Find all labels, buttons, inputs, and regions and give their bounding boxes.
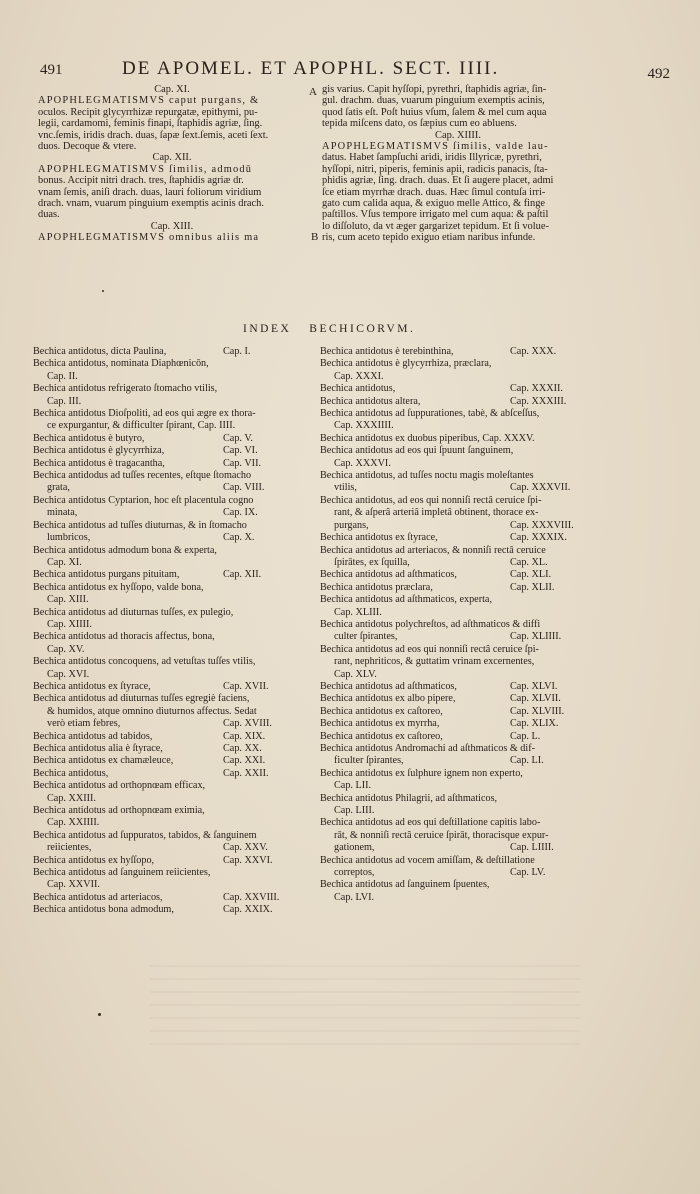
index-entry-text: Bechica antidotus ad thoracis affectus, bona,: [33, 631, 215, 643]
recipe-line: drach. vnam, vuarum pinguium exemptis acinis drach.: [38, 198, 264, 210]
index-entry-text: Bechica antidotus ad ſuppurationes, tabè, & abſceſſus,: [320, 408, 540, 420]
index-entry-text: Cap. XI.: [47, 556, 82, 568]
index-entry: [320, 532, 592, 544]
index-chapter-ref: Cap. XLVII.: [510, 693, 561, 705]
index-entry-text: gationem,: [334, 842, 375, 854]
index-entry: [33, 718, 305, 730]
index-entry-text: Bechica antidotus è tragacantha,: [33, 457, 165, 469]
recipe-line: oculos. Recipit glycyrrhizæ repurgatæ, epithymi, pu-: [38, 106, 258, 118]
index-entry-text: Bechica antidotus ad arteriacos,: [33, 891, 163, 903]
index-entry: [320, 495, 592, 507]
index-entry-text: lumbricos,: [47, 532, 91, 544]
page-number-left: 491: [40, 62, 63, 78]
index-entry: [33, 644, 305, 656]
index-entry: [33, 904, 305, 916]
recipe-line: gis varius. Capit hyſſopi, pyrethri, ſtaphidis agriæ, ſin-: [322, 84, 547, 95]
index-chapter-ref: Cap. VI.: [223, 445, 258, 457]
index-entry: [320, 693, 592, 705]
index-entry-text: Cap. LIII.: [334, 805, 375, 817]
show-through-text: [150, 965, 580, 1045]
index-entry: [33, 396, 305, 408]
index-entry-text: culter ſpirantes,: [334, 631, 398, 643]
index-chapter-ref: Cap. XII.: [223, 569, 262, 581]
index-entry-text: Bechica antidotus,: [320, 383, 396, 395]
index-entry: [33, 805, 305, 817]
index-entry: [320, 681, 592, 693]
index-entry: [320, 768, 592, 780]
index-entry-text: verò etiam febres,: [47, 718, 121, 730]
index-entry-text: Bechica antidotus altera,: [320, 395, 421, 407]
recipe-line: tepida miſcens dato, os ſæpius cum eo abluens.: [322, 118, 517, 130]
index-entry: [320, 731, 592, 743]
index-chapter-ref: Cap. XXV.: [223, 842, 268, 854]
index-entry: [33, 631, 305, 643]
index-chapter-ref: Cap. XLVI.: [510, 680, 558, 692]
index-entry: [320, 817, 592, 829]
index-entry-text: Bechica antidotus alia è ſtyrace,: [33, 743, 163, 754]
index-entry-text: Bechica antidotus, dicta Paulina,: [33, 346, 167, 357]
index-chapter-ref: Cap. XXXII.: [510, 383, 563, 395]
index-entry-text: Bechica antidotus Dioſpoliti, ad eos qui ægre ex thora-: [33, 408, 256, 420]
index-entry: [33, 681, 305, 693]
index-entry: [33, 569, 305, 581]
index-entry-text: Bechica antidotus Andromachi ad aſthmaticos & dif-: [320, 743, 536, 754]
index-entry-text: Bechica antidotus bona admodum,: [33, 904, 174, 916]
index-chapter-ref: Cap. XXXIII.: [510, 395, 567, 407]
index-entry: [33, 731, 305, 743]
index-chapter-ref: Cap. XLI.: [510, 569, 552, 581]
index-entry: [33, 371, 305, 383]
index-entry-text: Bechica antidotus è glycyrrhiza,: [33, 445, 165, 457]
recipe-column-left: [38, 84, 306, 244]
index-entry-text: Bechica antidotus ad ſanguinem reiicientes,: [33, 867, 211, 879]
index-entry: [33, 458, 305, 470]
index-entry-text: Bechica antidotus, ad eos qui nonniſi rectâ ceruice ſpi-: [320, 494, 542, 506]
index-column-right: [320, 346, 592, 904]
index-entry-text: Cap. XXXI.: [334, 370, 384, 382]
index-entry-text: rant, & aſperâ arteriâ impletâ obtinent, thorace ex-: [334, 507, 539, 519]
recipe-line: Cap. XIIII.: [435, 129, 481, 141]
index-heading-word1: INDEX: [243, 323, 292, 335]
recipe-line: Cap. XIII.: [150, 220, 194, 232]
index-entry-text: Bechica antidotus ex ſtyrace,: [33, 680, 151, 692]
recipe-line: APOPHLEGMATISMVS caput purgans, &: [38, 95, 260, 107]
index-chapter-ref: Cap. XLIX.: [510, 718, 559, 730]
index-entry: [33, 706, 305, 718]
index-entry-text: Bechica antidotus ad eos qui ſpuunt ſanguinem,: [320, 445, 514, 457]
index-chapter-ref: Cap. LIIII.: [510, 842, 554, 854]
index-entry: [33, 557, 305, 569]
index-entry: [33, 507, 305, 519]
index-entry-text: Bechica antidotus ad aſthmaticos,: [320, 680, 457, 692]
index-entry-text: Bechica antidotus ad aſthmaticos,: [320, 569, 457, 581]
recipe-line: phidis agriæ, ſing. drach. duas. Et ſi augere placet, admi: [322, 175, 554, 187]
recipe-line: paſtillos. Vſus tempore irrigato mel cum aqua: & paſtil: [322, 209, 549, 221]
index-entry: [320, 780, 592, 792]
index-entry: [320, 545, 592, 557]
index-entry-text: Cap. XLIII.: [334, 606, 382, 618]
index-chapter-ref: Cap. XL.: [510, 556, 548, 568]
index-entry-text: Cap. III.: [47, 395, 82, 407]
index-entry: [33, 445, 305, 457]
index-entry: [320, 482, 592, 494]
index-entry-text: Bechica antidotus ex hyſſopo,: [33, 854, 155, 866]
index-heading: [243, 323, 415, 335]
index-entry: [320, 470, 592, 482]
recipe-column-right: [322, 84, 594, 244]
index-entry: [320, 755, 592, 767]
index-entry: [320, 644, 592, 656]
recipe-line: APOPHLEGMATISMVS ſimilis, admodū: [38, 163, 253, 175]
index-entry: [33, 879, 305, 891]
index-entry-text: Cap. XXIIII.: [47, 817, 100, 829]
recipe-line: duas.: [38, 209, 60, 221]
index-entry-text: Bechica antidotus ad vocem amiſſam, & deſtillatione: [320, 854, 535, 866]
running-title: DE APOMEL. ET APOPHL. SECT. IIII.: [122, 58, 500, 79]
index-entry-text: Bechica antidotus ad diuturnas tuſſes, ex pulegio,: [33, 606, 234, 618]
index-entry-text: Bechica antidodus ad tuſſes recentes, eſtque ſtomacho: [33, 470, 252, 482]
index-entry: [320, 706, 592, 718]
index-entry-text: Bechica antidotus, nominata Diaphœnicōn,: [33, 358, 209, 370]
recipe-line: APOPHLEGMATISMVS omnibus aliis ma: [38, 232, 260, 244]
index-entry-text: grata,: [47, 482, 70, 494]
index-entry-text: Bechica antidotus concoquens, ad vetuſtas tuſſes vtilis,: [33, 656, 256, 668]
index-entry: [33, 408, 305, 420]
index-entry: [320, 793, 592, 805]
recipe-line: datus. Habet ſampſuchi aridi, iridis Illyricæ, pyrethri,: [322, 152, 542, 164]
index-chapter-ref: Cap. XXXVII.: [510, 482, 571, 494]
index-entry: [33, 607, 305, 619]
index-entry-text: rant, nephriticos, & guttatim vrinam excernentes,: [334, 656, 535, 668]
index-entry-text: Bechica antidotus ad diuturnas tuſſes egregiè faciens,: [33, 693, 250, 705]
index-entry-text: Bechica antidotus ad ſuppuratos, tabidos, & ſanguinem: [33, 829, 257, 841]
recipe-line: vnc.ſemis, iridis drach. duas, ſapæ ſext.ſemis, aceti ſext.: [38, 129, 269, 141]
index-entry: [320, 358, 592, 370]
index-entry: [33, 470, 305, 482]
index-chapter-ref: Cap. XVII.: [223, 680, 269, 692]
index-entry: [33, 545, 305, 557]
index-chapter-ref: Cap. XIX.: [223, 730, 266, 742]
margin-letter-b: B: [311, 231, 319, 243]
index-chapter-ref: Cap. V.: [223, 432, 253, 444]
recipe-line: ris, cum aceto tepido exiguo etiam naribus infunde.: [322, 232, 536, 244]
index-entry-text: Bechica antidotus ad tuſſes diuturnas, & in ſtomacho: [33, 519, 247, 531]
index-entry-text: ce expurgantur, & difficulter ſpirant, Cap. IIII.: [47, 420, 236, 432]
index-entry: [320, 594, 592, 606]
index-entry-text: Bechica antidotus admodum bona & experta,: [33, 544, 217, 556]
index-entry: [320, 607, 592, 619]
index-entry-text: Bechica antidotus, ad tuſſes noctu magis moleſtantes: [320, 470, 534, 482]
index-chapter-ref: Cap. XXXVIII.: [510, 519, 574, 531]
index-entry: [33, 867, 305, 879]
index-chapter-ref: Cap. LV.: [510, 867, 546, 879]
index-entry: [33, 855, 305, 867]
index-entry: [320, 619, 592, 631]
index-column-left: [33, 346, 305, 917]
index-entry-text: Bechica antidotus,: [33, 767, 109, 779]
index-entry: [320, 507, 592, 519]
index-entry: [320, 396, 592, 408]
index-entry: [320, 842, 592, 854]
index-entry-text: Bechica antidotus præclara,: [320, 581, 433, 593]
index-entry: [320, 557, 592, 569]
index-chapter-ref: Cap. VIII.: [223, 482, 265, 494]
index-entry-text: reiicientes,: [47, 842, 92, 854]
index-entry-text: Bechica antidotus ad arteriacos, & nonniſi rectâ ceruice: [320, 544, 546, 556]
index-entry-text: ſpirātes, ex ſquilla,: [334, 556, 410, 568]
index-entry: [320, 855, 592, 867]
index-entry-text: Bechica antidotus ad eos qui deſtillatione capitis labo-: [320, 817, 541, 829]
index-entry: [33, 743, 305, 755]
index-entry: [33, 482, 305, 494]
index-entry: [320, 656, 592, 668]
recipe-line: quod ſatis eſt. Poſt huius vſum, ſalem & mel cum aqua: [322, 106, 547, 118]
index-entry: [320, 743, 592, 755]
index-entry-text: Bechica antidotus è terebinthina,: [320, 346, 454, 357]
index-entry: [320, 805, 592, 817]
index-entry: [33, 755, 305, 767]
index-entry-text: Cap. LVI.: [334, 891, 375, 903]
recipe-line: vnam ſemis, aniſi drach. duas, lauri foliorum viridium: [38, 186, 262, 198]
index-chapter-ref: Cap. XX.: [223, 743, 262, 754]
index-chapter-ref: Cap. XXVI.: [223, 854, 273, 866]
index-entry: [320, 879, 592, 891]
index-entry-text: Bechica antidotus ex myrrha,: [320, 718, 440, 730]
index-entry-text: vtilis,: [334, 482, 357, 494]
index-entry-text: Cap. LII.: [334, 780, 372, 792]
index-entry-text: Bechica antidotus ex caſtoreo,: [320, 730, 443, 742]
index-entry-text: rāt, & nonniſi rectâ ceruice ſpirāt, thoracisque expur-: [334, 829, 549, 841]
index-entry-text: Bechica antidotus ad orthopnœam efficax,: [33, 780, 206, 792]
index-entry-text: Bechica antidotus ad aſthmaticos, experta,: [320, 594, 492, 606]
index-entry: [33, 520, 305, 532]
index-chapter-ref: Cap. XVIII.: [223, 718, 272, 730]
index-entry-text: Cap. XXIII.: [47, 792, 96, 804]
index-entry-text: Bechica antidotus ex duobus piperibus, Cap. XXXV.: [320, 432, 535, 444]
index-entry: [320, 830, 592, 842]
index-entry: [33, 656, 305, 668]
index-entry-text: Bechica antidotus Cyptarion, hoc eſt placentula cogno: [33, 494, 254, 506]
index-entry-text: Bechica antidotus ad tabidos,: [33, 730, 153, 742]
index-entry-text: Bechica antidotus Philagrii, ad aſthmaticos,: [320, 792, 498, 804]
index-entry: [33, 768, 305, 780]
index-chapter-ref: Cap. XXX.: [510, 346, 557, 357]
index-chapter-ref: Cap. XXII.: [223, 767, 269, 779]
recipe-line: hyſſopi, nitri, piperis, feminis apii, radicis panacis, ſta-: [322, 163, 548, 175]
index-entry: [320, 433, 592, 445]
index-entry: [33, 817, 305, 829]
index-entry: [33, 383, 305, 395]
index-entry: [33, 842, 305, 854]
index-entry-text: Bechica antidotus ex hyſſopo, valde bona,: [33, 581, 204, 593]
recipe-line: ſce etiam myrrhæ drach. duas. Hæc ſimul contuſa irri-: [322, 186, 546, 198]
index-entry: [320, 408, 592, 420]
recipe-line: APOPHLEGMATISMVS ſimilis, valde lau-: [322, 141, 549, 153]
index-entry: [33, 433, 305, 445]
index-entry-text: ficulter ſpirantes,: [334, 755, 404, 767]
index-entry: [33, 594, 305, 606]
index-entry: [33, 420, 305, 432]
index-entry: [320, 420, 592, 432]
margin-letter-a: A: [309, 86, 317, 98]
ink-speck: [102, 290, 104, 292]
index-entry: [320, 346, 592, 358]
index-chapter-ref: Cap. XXI.: [223, 755, 266, 767]
index-entry-text: Bechica antidotus refrigerato ſtomacho vtilis,: [33, 383, 218, 395]
index-entry-text: correptos,: [334, 867, 375, 879]
index-entry: [320, 867, 592, 879]
recipe-line: lo diſſoluto, da vt æger gargarizet tepidum. Et ſi volue-: [322, 220, 549, 232]
index-chapter-ref: Cap. XLII.: [510, 581, 555, 593]
index-chapter-ref: Cap. XXVIII.: [223, 891, 280, 903]
recipe-line: bonus. Accipit nitri drach. tres, ſtaphidis agriæ dr.: [38, 175, 244, 187]
index-entry-text: Bechica antidotus ex caſtoreo,: [320, 705, 443, 717]
index-entry: [320, 669, 592, 681]
index-entry-text: & humidos, atque omnino diuturnos affectus. Sedat: [47, 705, 257, 717]
index-entry: [320, 582, 592, 594]
index-chapter-ref: Cap. IX.: [223, 507, 258, 519]
index-entry: [320, 520, 592, 532]
recipe-line: gato cum calida aqua, & exiguo melle Attico, & finge: [322, 198, 546, 210]
recipe-line: Cap. XII.: [152, 152, 192, 164]
index-entry-text: purgans,: [334, 519, 369, 531]
index-entry: [320, 371, 592, 383]
index-entry-text: Bechica antidotus è butyro,: [33, 432, 145, 444]
index-entry: [33, 532, 305, 544]
ink-speck: [98, 1013, 101, 1016]
index-entry-text: Cap. XVI.: [47, 668, 90, 680]
recipe-line: Cap. XI.: [154, 84, 190, 95]
index-entry: [320, 445, 592, 457]
index-chapter-ref: Cap. XLVIII.: [510, 705, 565, 717]
running-header: [30, 58, 670, 84]
index-entry: [320, 569, 592, 581]
index-entry-text: Cap. XIII.: [47, 594, 89, 606]
index-entry: [33, 830, 305, 842]
index-entry-text: Bechica antidotus purgans pituitam,: [33, 569, 180, 581]
index-entry: [33, 582, 305, 594]
index-entry-text: Bechica antidotus ex albo pipere,: [320, 693, 456, 705]
index-entry: [320, 631, 592, 643]
index-entry: [33, 619, 305, 631]
index-entry-text: Cap. XXVII.: [47, 879, 100, 891]
index-chapter-ref: Cap. X.: [223, 532, 255, 544]
index-chapter-ref: Cap. XXIX.: [223, 904, 273, 916]
index-entry: [320, 892, 592, 904]
index-entry: [320, 383, 592, 395]
recipe-line: legii, cardamomi, feminis finapi, ſtaphidis agriæ, ſing.: [38, 118, 263, 130]
index-chapter-ref: Cap. XXXIX.: [510, 532, 567, 544]
index-entry: [320, 718, 592, 730]
index-heading-word2: BECHICORVM.: [309, 323, 416, 335]
recipe-line: duos. Decoque & vtere.: [38, 141, 137, 153]
index-entry-text: Bechica antidotus ad ſanguinem ſpuentes,: [320, 879, 490, 891]
index-entry-text: minata,: [47, 507, 78, 519]
index-chapter-ref: Cap. LI.: [510, 755, 544, 767]
index-chapter-ref: Cap. VII.: [223, 457, 262, 469]
index-entry-text: Bechica antidotus è glycyrrhiza, præclara,: [320, 358, 492, 370]
index-chapter-ref: Cap. I.: [223, 346, 251, 357]
recipe-line: gul. drachm. duas, vuarum pinguium exemptis acinis,: [322, 95, 545, 107]
index-entry: [33, 793, 305, 805]
index-chapter-ref: Cap. XLIIII.: [510, 631, 562, 643]
index-entry-text: Cap. XLV.: [334, 668, 377, 680]
index-entry-text: Bechica antidotus ad eos qui nonniſi rectâ ceruice ſpi-: [320, 643, 539, 655]
index-entry: [33, 693, 305, 705]
index-entry: [33, 495, 305, 507]
index-entry-text: Cap. XXXVI.: [334, 457, 391, 469]
index-entry-text: Bechica antidotus ex ſulphure ignem non experto,: [320, 767, 523, 779]
index-entry-text: Bechica antidotus ex chamæleuce,: [33, 755, 174, 767]
index-chapter-ref: Cap. L.: [510, 730, 541, 742]
index-entry-text: Bechica antidotus polychreſtos, ad aſthmaticos & diffi: [320, 618, 541, 630]
index-entry: [33, 346, 305, 358]
index-entry: [33, 780, 305, 792]
index-entry-text: Bechica antidotus ad orthopnœam eximia,: [33, 805, 205, 817]
index-entry: [33, 892, 305, 904]
index-entry-text: Cap. XV.: [47, 643, 85, 655]
page-number-right: 492: [647, 66, 670, 82]
index-entry: [320, 458, 592, 470]
index-entry-text: Bechica antidotus ex ſtyrace,: [320, 532, 438, 544]
index-entry: [33, 669, 305, 681]
index-entry: [33, 358, 305, 370]
index-entry-text: Cap. II.: [47, 370, 78, 382]
index-entry-text: Cap. XXXIIII.: [334, 420, 394, 432]
index-entry-text: Cap. XIIII.: [47, 618, 92, 630]
